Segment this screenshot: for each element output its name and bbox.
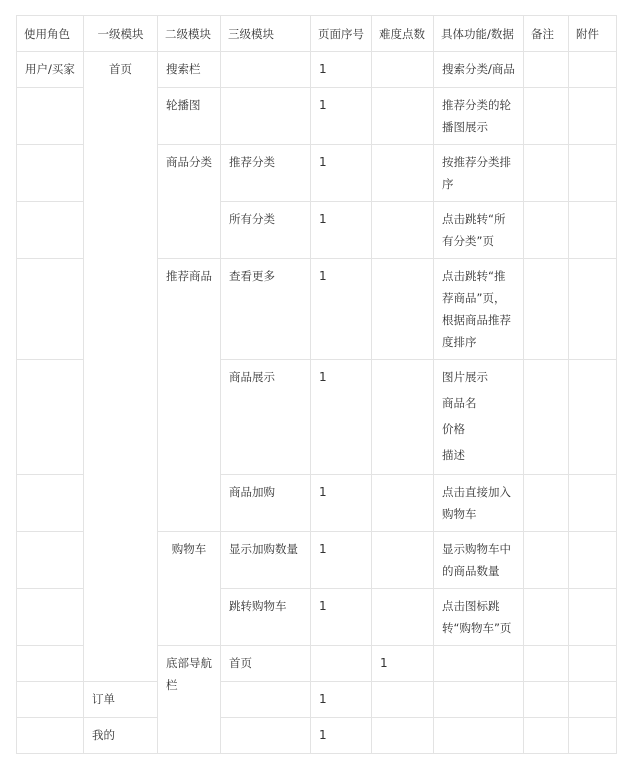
difficulty-cell [372, 88, 434, 145]
difficulty-cell [372, 202, 434, 259]
list-item: 商品名 [442, 396, 477, 410]
page-no-cell: 1 [311, 52, 372, 88]
role-cell: 用户/买家 [17, 52, 84, 88]
note-cell [524, 360, 569, 475]
list-item: 描述 [442, 448, 465, 462]
note-cell [524, 88, 569, 145]
module3-empty [221, 88, 311, 145]
module2-nav-home: 首页 [221, 646, 311, 682]
role-cell [17, 646, 84, 682]
function-add-to-cart: 点击直接加入购物车 [434, 475, 524, 532]
page-no-cell: 1 [311, 360, 372, 475]
table-row [17, 52, 617, 88]
role-cell [17, 718, 84, 754]
function-empty [434, 718, 524, 754]
attachment-cell [569, 52, 617, 88]
module2-nav-orders: 订单 [84, 682, 158, 718]
module2-category: 商品分类 [158, 145, 221, 259]
attachment-cell [569, 88, 617, 145]
page-no-cell: 1 [311, 718, 372, 754]
role-cell [17, 475, 84, 532]
page-no-cell: 1 [311, 259, 372, 360]
module2-carousel: 轮播图 [158, 88, 221, 145]
note-cell [524, 202, 569, 259]
role-cell [17, 360, 84, 475]
requirements-table [16, 15, 617, 754]
function-all-category: 点击跳转“所有分类”页 [434, 202, 524, 259]
role-cell [17, 682, 84, 718]
function-carousel: 推荐分类的轮播图展示 [434, 88, 524, 145]
attachment-cell [569, 202, 617, 259]
module2-search: 搜索栏 [158, 52, 221, 88]
header-page-no: 页面序号 [311, 16, 372, 52]
module3-all-category: 所有分类 [221, 202, 311, 259]
header-module3: 三级模块 [221, 16, 311, 52]
module1-home: 首页 [84, 52, 158, 682]
attachment-cell [569, 475, 617, 532]
module2-cart: 购物车 [158, 532, 221, 646]
role-cell [17, 145, 84, 202]
table-row [17, 718, 617, 754]
function-view-more: 点击跳转“推荐商品”页，根据商品推荐度排序 [434, 259, 524, 360]
header-row [17, 16, 617, 52]
page-no-cell: 1 [372, 646, 434, 682]
function-empty [434, 682, 524, 718]
module3-go-cart: 跳转购物车 [221, 589, 311, 646]
attachment-cell [569, 532, 617, 589]
role-cell [17, 589, 84, 646]
header-role: 使用角色 [17, 16, 84, 52]
attachment-cell [569, 360, 617, 475]
header-note: 备注 [524, 16, 569, 52]
function-product-display [434, 360, 524, 475]
note-cell [524, 682, 569, 718]
function-recommend-category: 按推荐分类排序 [434, 145, 524, 202]
attachment-cell [569, 682, 617, 718]
page-no-cell: 1 [311, 475, 372, 532]
difficulty-cell [372, 532, 434, 589]
note-cell [569, 646, 617, 682]
module3-view-more: 查看更多 [221, 259, 311, 360]
note-cell [524, 52, 569, 88]
module3-product-display: 商品展示 [221, 360, 311, 475]
module3-empty [311, 646, 372, 682]
role-cell [17, 202, 84, 259]
page-no-cell: 1 [311, 532, 372, 589]
function-search: 搜索分类/商品 [434, 52, 524, 88]
header-module2: 二级模块 [158, 16, 221, 52]
module2-recommend: 推荐商品 [158, 259, 221, 532]
header-function: 具体功能/数据 [434, 16, 524, 52]
attachment-cell [569, 259, 617, 360]
module3-empty [221, 682, 311, 718]
page-no-cell: 1 [311, 589, 372, 646]
role-cell [17, 259, 84, 360]
page-no-cell: 1 [311, 88, 372, 145]
module3-add-to-cart: 商品加购 [221, 475, 311, 532]
role-cell [17, 88, 84, 145]
difficulty-cell [434, 646, 524, 682]
function-go-cart: 点击图标跳转“购物车”页 [434, 589, 524, 646]
attachment-cell [569, 145, 617, 202]
note-cell [524, 145, 569, 202]
difficulty-cell [372, 475, 434, 532]
page-no-cell: 1 [311, 682, 372, 718]
note-cell [524, 259, 569, 360]
module2-nav-mine: 我的 [84, 718, 158, 754]
difficulty-cell [372, 52, 434, 88]
module1-bottom-nav: 底部导航栏 [158, 646, 221, 754]
module3-empty [221, 718, 311, 754]
header-module1: 一级模块 [84, 16, 158, 52]
module3-empty [221, 52, 311, 88]
header-attachment: 附件 [569, 16, 617, 52]
list-item: 价格 [442, 422, 465, 436]
list-item: 图片展示 [442, 370, 488, 384]
module3-recommend-category: 推荐分类 [221, 145, 311, 202]
module3-show-cart-count: 显示加购数量 [221, 532, 311, 589]
attachment-cell [569, 718, 617, 754]
note-cell [524, 475, 569, 532]
role-cell [17, 532, 84, 589]
page-no-cell: 1 [311, 145, 372, 202]
table-row [17, 682, 617, 718]
attachment-cell [569, 589, 617, 646]
difficulty-cell [372, 589, 434, 646]
difficulty-cell [372, 360, 434, 475]
difficulty-cell [372, 145, 434, 202]
difficulty-cell [372, 259, 434, 360]
difficulty-cell [372, 682, 434, 718]
note-cell [524, 589, 569, 646]
note-cell [524, 718, 569, 754]
page-no-cell: 1 [311, 202, 372, 259]
note-cell [524, 532, 569, 589]
header-difficulty: 难度点数 [372, 16, 434, 52]
difficulty-cell [372, 718, 434, 754]
function-show-cart-count: 显示购物车中的商品数量 [434, 532, 524, 589]
function-empty [524, 646, 569, 682]
